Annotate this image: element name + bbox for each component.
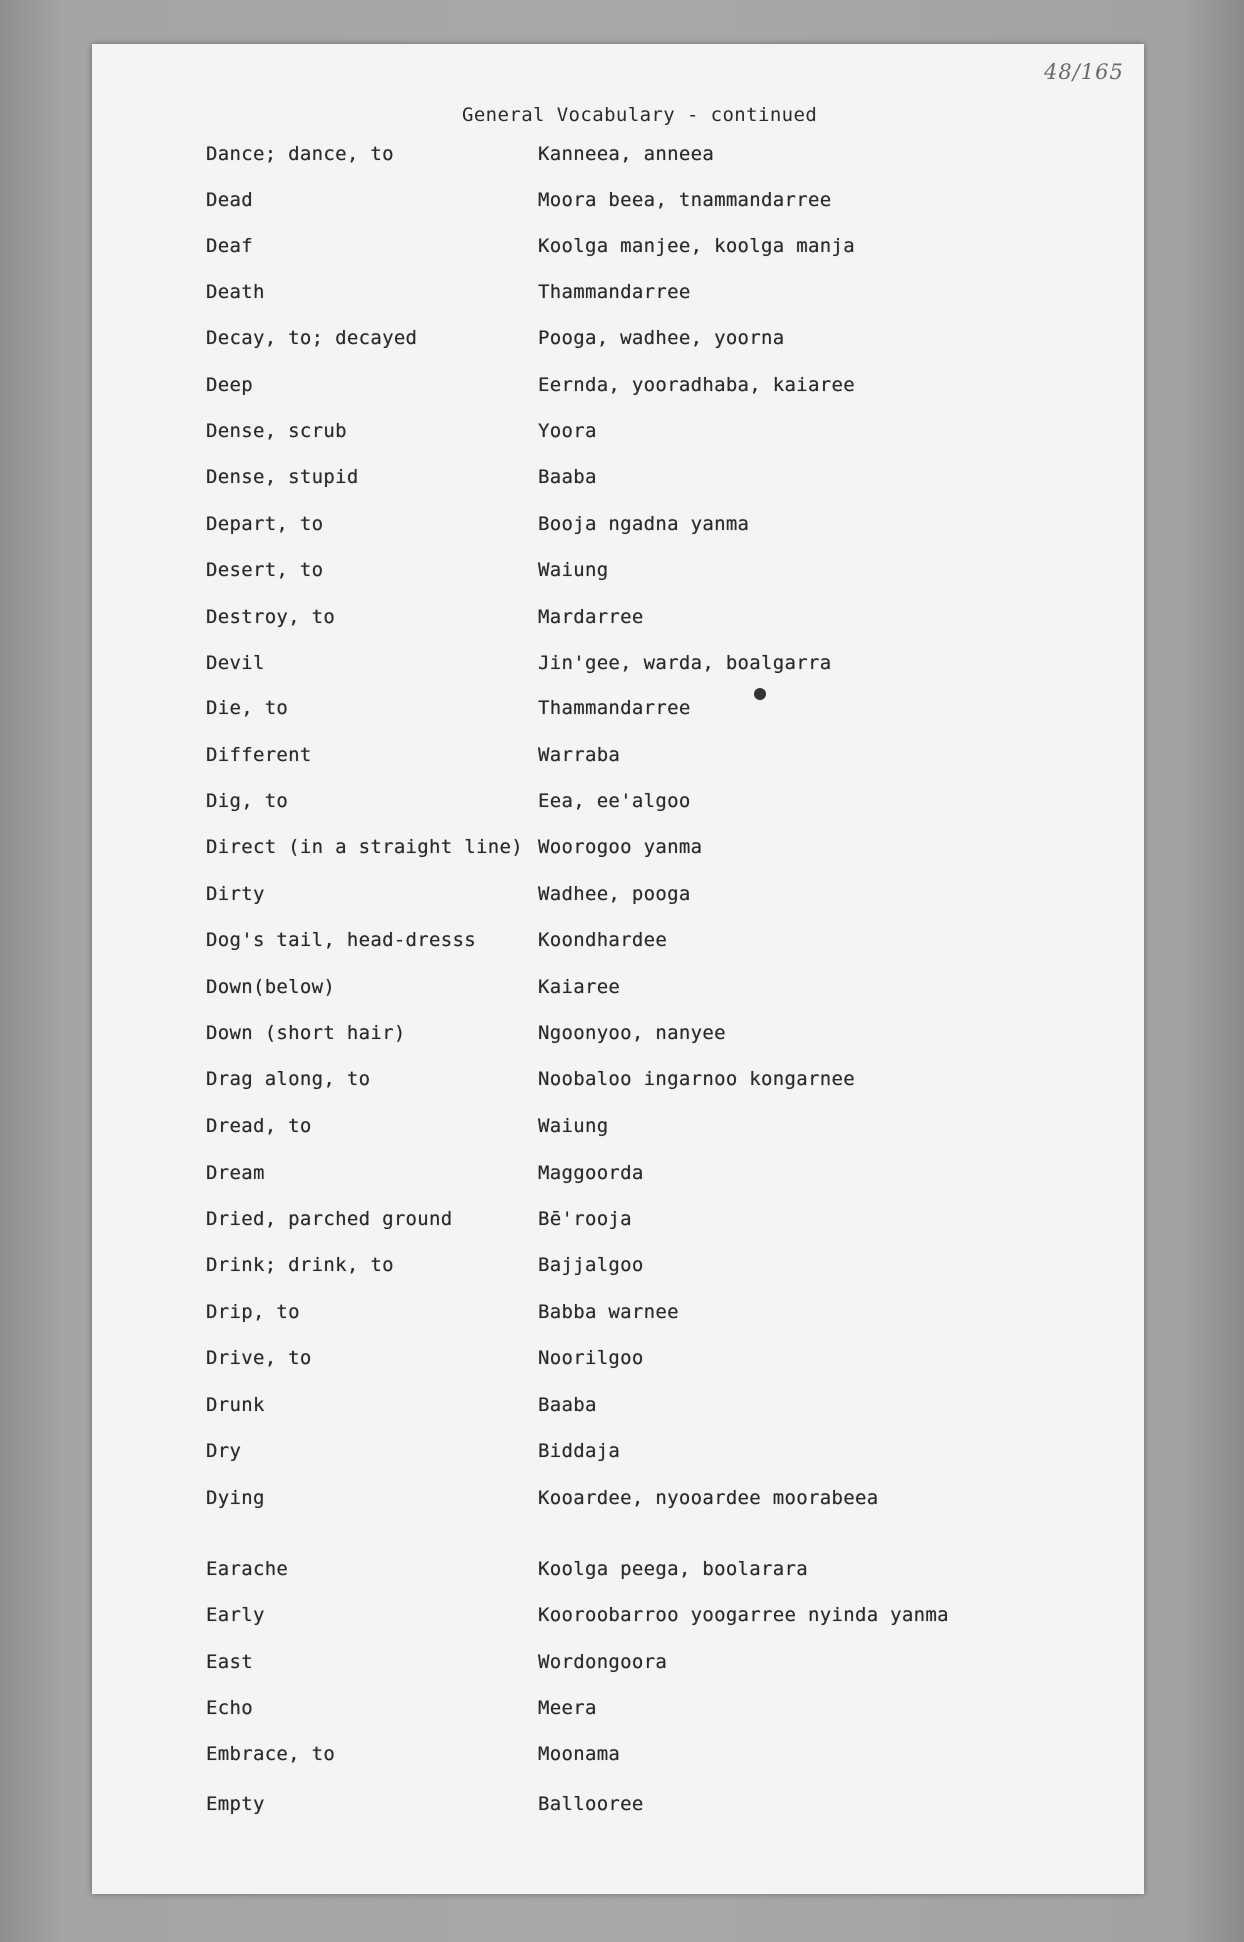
english-term: Die, to <box>206 697 289 719</box>
english-term: Echo <box>206 1697 253 1719</box>
list-item <box>0 1440 1244 1466</box>
native-gloss: Baaba <box>538 1394 597 1416</box>
list-item <box>0 652 1244 678</box>
list-item <box>0 929 1244 955</box>
list-item <box>0 189 1244 215</box>
native-gloss: Wadhee, pooga <box>538 883 691 905</box>
native-gloss: Kooardee, nyooardee moorabeea <box>538 1487 879 1509</box>
list-item <box>0 1301 1244 1327</box>
english-term: Drive, to <box>206 1347 312 1369</box>
list-item <box>0 1487 1244 1513</box>
native-gloss: Moonama <box>538 1743 621 1765</box>
english-term: Dog's tail, head-dresss <box>206 929 476 951</box>
native-gloss: Moora beea, tnammandarree <box>538 189 832 211</box>
list-item <box>0 1162 1244 1188</box>
list-item <box>0 606 1244 632</box>
list-item <box>0 697 1244 723</box>
native-gloss: Babba warnee <box>538 1301 679 1323</box>
list-item <box>0 513 1244 539</box>
english-term: Dying <box>206 1487 265 1509</box>
list-item <box>0 1254 1244 1280</box>
native-gloss: Eea, ee'algoo <box>538 790 691 812</box>
list-item <box>0 1604 1244 1630</box>
english-term: Early <box>206 1604 265 1626</box>
native-gloss: Jin'gee, warda, boalgarra <box>538 652 832 674</box>
english-term: Drag along, to <box>206 1068 371 1090</box>
english-term: Dense, stupid <box>206 466 359 488</box>
folio-number: 48/165 <box>1044 60 1124 84</box>
list-item <box>0 1394 1244 1420</box>
english-term: Deep <box>206 374 253 396</box>
native-gloss: Bajjalgoo <box>538 1254 644 1276</box>
native-gloss: Waiung <box>538 1115 609 1137</box>
list-item <box>0 1793 1244 1819</box>
list-item <box>0 281 1244 307</box>
list-item <box>0 1743 1244 1769</box>
list-item <box>0 420 1244 446</box>
native-gloss: Kaiaree <box>538 976 621 998</box>
native-gloss: Maggoorda <box>538 1162 644 1184</box>
english-term: East <box>206 1651 253 1673</box>
english-term: Dance; dance, to <box>206 143 394 165</box>
english-term: Dry <box>206 1440 242 1462</box>
native-gloss: Ngoonyoo, nanyee <box>538 1022 726 1044</box>
english-term: Death <box>206 281 265 303</box>
native-gloss: Balloorее <box>538 1793 644 1815</box>
list-item <box>0 1068 1244 1094</box>
native-gloss: Kanneea, anneea <box>538 143 715 165</box>
english-term: Desert, to <box>206 559 324 581</box>
page-title: General Vocabulary - continued <box>462 104 818 126</box>
english-term: Drink; drink, to <box>206 1254 394 1276</box>
english-term: Dirty <box>206 883 265 905</box>
english-term: Drunk <box>206 1394 265 1416</box>
list-item <box>0 466 1244 492</box>
list-item <box>0 1697 1244 1723</box>
native-gloss: Bē'rooja <box>538 1208 632 1230</box>
english-term: Down (short hair) <box>206 1022 406 1044</box>
native-gloss: Biddaja <box>538 1440 621 1462</box>
list-item <box>0 790 1244 816</box>
list-item <box>0 1651 1244 1677</box>
list-item <box>0 744 1244 770</box>
english-term: Empty <box>206 1793 265 1815</box>
native-gloss: Noorilgoo <box>538 1347 644 1369</box>
list-item <box>0 1558 1244 1584</box>
native-gloss: Koondhardee <box>538 929 668 951</box>
list-item <box>0 235 1244 261</box>
english-term: Drip, to <box>206 1301 300 1323</box>
native-gloss: Noobaloo ingarnoo kongarnee <box>538 1068 855 1090</box>
english-term: Earache <box>206 1558 289 1580</box>
english-term: Direct (in a straight line) <box>206 836 523 858</box>
native-gloss: Warraba <box>538 744 621 766</box>
english-term: Devil <box>206 652 265 674</box>
native-gloss: Yoora <box>538 420 597 442</box>
english-term: Dried, parched ground <box>206 1208 453 1230</box>
english-term: Dense, scrub <box>206 420 347 442</box>
english-term: Dig, to <box>206 790 289 812</box>
native-gloss: Waiung <box>538 559 609 581</box>
english-term: Different <box>206 744 312 766</box>
english-term: Down(below) <box>206 976 336 998</box>
native-gloss: Eernda, yooradhaba, kaiaree <box>538 374 855 396</box>
list-item <box>0 559 1244 585</box>
native-gloss: Booja ngadna yanma <box>538 513 750 535</box>
english-term: Decay, to; decayed <box>206 327 418 349</box>
ink-speck <box>754 688 766 700</box>
native-gloss: Mardarree <box>538 606 644 628</box>
english-term: Dead <box>206 189 253 211</box>
english-term: Dream <box>206 1162 265 1184</box>
list-item <box>0 1347 1244 1373</box>
list-item <box>0 1022 1244 1048</box>
native-gloss: Kooroobarroo yoogarree nyinda yanma <box>538 1604 949 1626</box>
english-term: Depart, to <box>206 513 324 535</box>
list-item <box>0 1208 1244 1234</box>
list-item <box>0 883 1244 909</box>
native-gloss: Thammandarree <box>538 697 691 719</box>
native-gloss: Baaba <box>538 466 597 488</box>
list-item <box>0 143 1244 169</box>
native-gloss: Meera <box>538 1697 597 1719</box>
native-gloss: Koolga peega, boolarara <box>538 1558 808 1580</box>
native-gloss: Thammandarree <box>538 281 691 303</box>
list-item <box>0 1115 1244 1141</box>
english-term: Deaf <box>206 235 253 257</box>
native-gloss: Woorogoo yanma <box>538 836 703 858</box>
list-item <box>0 327 1244 353</box>
english-term: Embrace, to <box>206 1743 336 1765</box>
native-gloss: Pooga, wadhee, yoorna <box>538 327 785 349</box>
list-item <box>0 374 1244 400</box>
list-item <box>0 836 1244 862</box>
native-gloss: Wordongoora <box>538 1651 668 1673</box>
list-item <box>0 976 1244 1002</box>
english-term: Destroy, to <box>206 606 336 628</box>
native-gloss: Koolga manjee, koolga manja <box>538 235 855 257</box>
english-term: Dread, to <box>206 1115 312 1137</box>
